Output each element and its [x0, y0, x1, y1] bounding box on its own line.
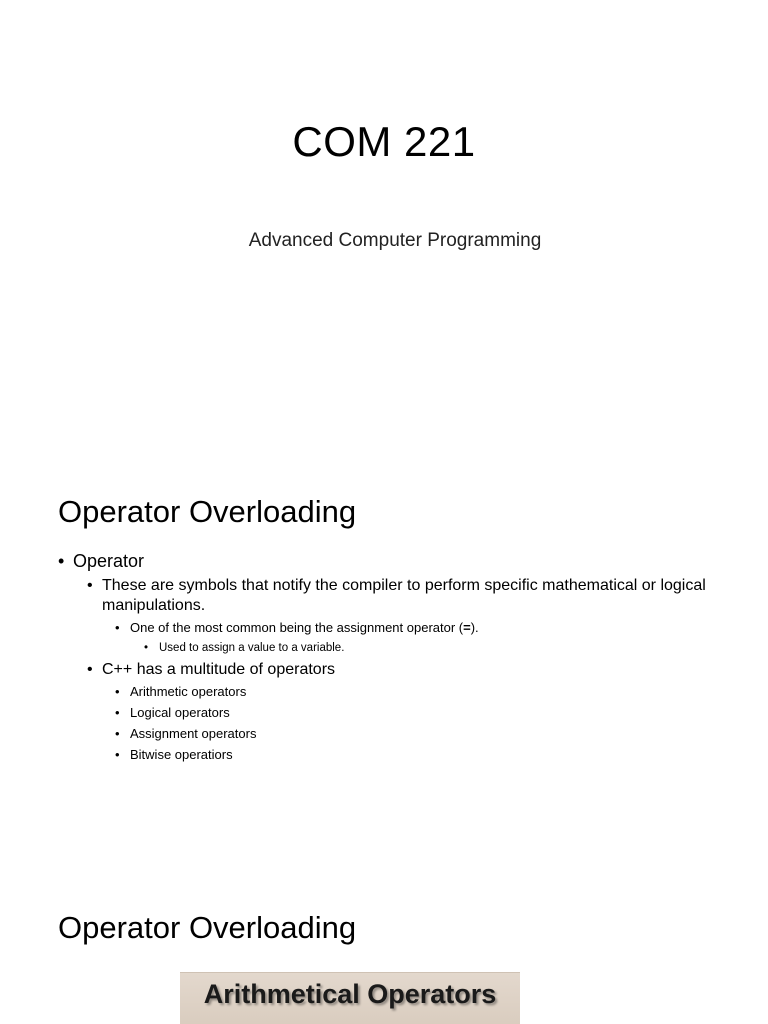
bullet-used: • Used to assign a value to a variable. [144, 640, 718, 656]
bullet-multitude: • C++ has a multitude of operators [87, 660, 718, 680]
banner-text: Arithmetical Operators [203, 979, 497, 1009]
partial-slide [0, 864, 768, 1024]
slide-subtitle: Advanced Computer Programming [248, 230, 542, 251]
content-slide [0, 432, 768, 864]
operator-type-item: • Assignment operators [115, 725, 718, 743]
assignment-token: = [463, 620, 471, 635]
bullet-symbols: • These are symbols that notify the compiler to perform specific mathematical or logical manipulations. [87, 576, 718, 616]
arithmetic-operators-banner-image [180, 972, 520, 1024]
slide-title: COM 221 [292, 118, 476, 165]
bullet-operator: • Operator [58, 550, 718, 572]
operator-type-item: • Bitwise operatiors [115, 746, 718, 764]
operator-type-item: • Arithmetic operators [115, 683, 718, 701]
bullet-list [58, 550, 718, 767]
operator-type-item: • Logical operators [115, 704, 718, 722]
bullet-common-prefix: One of the most common being the assignment operator ( [130, 620, 464, 635]
bullet-common [115, 619, 718, 637]
title-slide [0, 0, 768, 432]
slide-heading: Operator Overloading [58, 494, 357, 529]
slide-heading: Operator Overloading [58, 910, 357, 945]
bullet-common-suffix: ). [470, 620, 479, 635]
